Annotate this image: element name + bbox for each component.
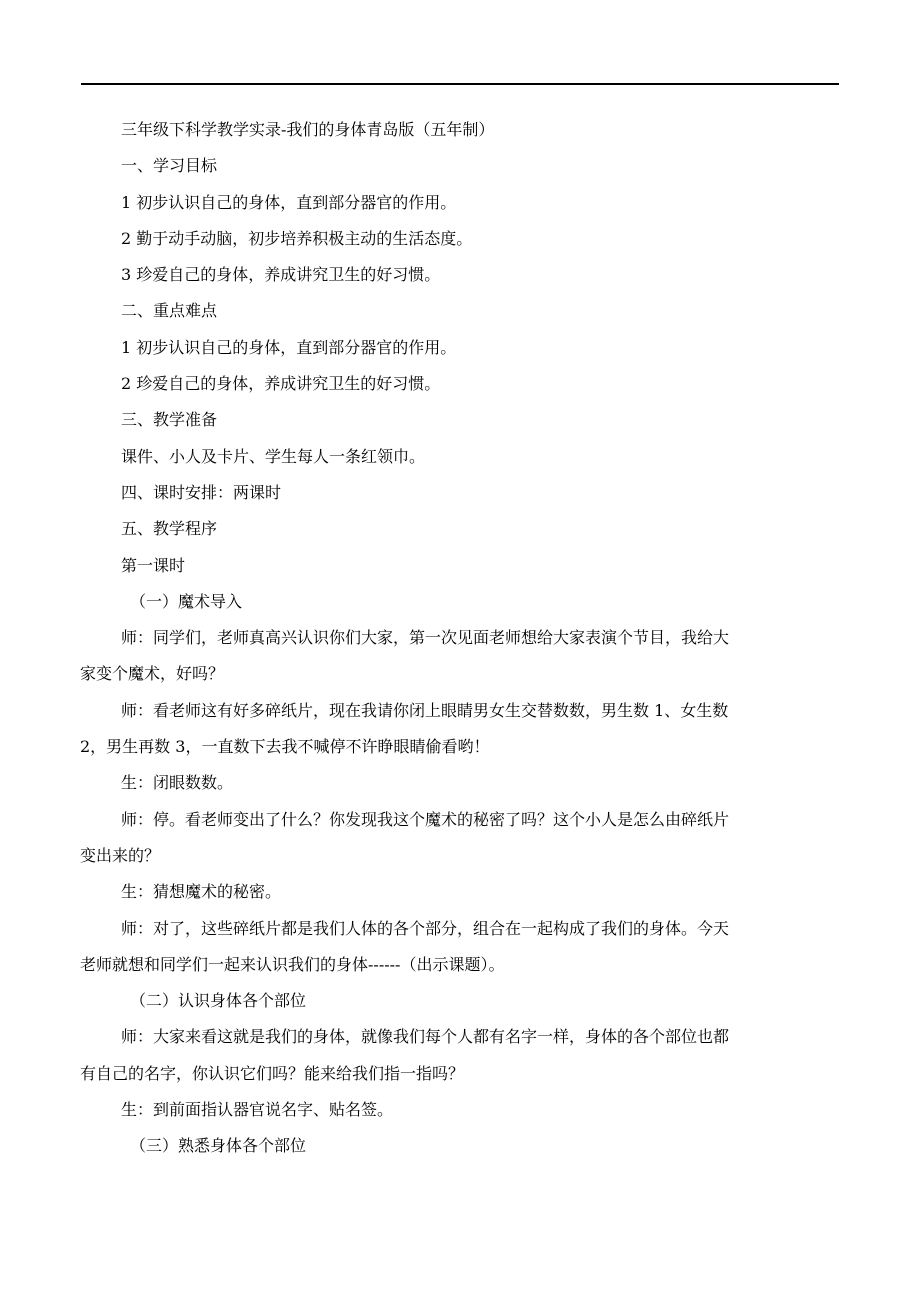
paragraph-line: 师：大家来看这就是我们的身体，就像我们每个人都有名字一样，身体的各个部位也都 bbox=[121, 1027, 730, 1047]
goal-item: 1 初步认识自己的身体，直到部分器官的作用。 bbox=[121, 192, 457, 212]
paragraph-line: 生：猜想魔术的秘密。 bbox=[121, 882, 282, 902]
paragraph-line: 生：闭眼数数。 bbox=[121, 773, 234, 793]
paragraph-line: 家变个魔术，好吗？ bbox=[80, 664, 225, 684]
paragraph-line: 变出来的？ bbox=[80, 845, 161, 865]
goal-item: 3 珍爱自己的身体，养成讲究卫生的好习惯。 bbox=[121, 265, 441, 285]
paragraph-line: 师：对了，这些碎纸片都是我们人体的各个部分，组合在一起构成了我们的身体。今天 bbox=[121, 918, 730, 938]
paragraph-line: 师：停。看老师变出了什么？你发现我这个魔术的秘密了吗？这个小人是怎么由碎纸片 bbox=[121, 809, 730, 829]
section-heading-schedule: 四、课时安排：两课时 bbox=[121, 482, 282, 502]
paragraph-line: 2，男生再数 3，一直数下去我不喊停不许睁眼睛偷看哟！ bbox=[80, 737, 490, 757]
section-heading-key-points: 二、重点难点 bbox=[121, 301, 218, 321]
part-heading-recognize: （二）认识身体各个部位 bbox=[130, 991, 307, 1011]
key-point-item: 1 初步认识自己的身体，直到部分器官的作用。 bbox=[121, 337, 457, 357]
lesson-heading: 第一课时 bbox=[121, 555, 186, 575]
part-heading-magic: （一）魔术导入 bbox=[130, 591, 243, 611]
document-title: 三年级下科学教学实录-我们的身体青岛版（五年制） bbox=[121, 120, 495, 139]
section-heading-preparation: 三、教学准备 bbox=[121, 410, 218, 430]
document-body bbox=[80, 116, 833, 1169]
paragraph-line: 有自己的名字，你认识它们吗？能来给我们指一指吗？ bbox=[80, 1063, 465, 1083]
preparation-text: 课件、小人及卡片、学生每人一条红领巾。 bbox=[121, 446, 426, 466]
section-heading-procedure: 五、教学程序 bbox=[121, 519, 218, 539]
paragraph-line: 老师就想和同学们一起来认识我们的身体------（出示课题）。 bbox=[80, 954, 505, 974]
goal-item: 2 勤于动手动脑，初步培养积极主动的生活态度。 bbox=[121, 228, 473, 248]
paragraph-line: 师：看老师这有好多碎纸片，现在我请你闭上眼睛男女生交替数数，男生数 1、女生数 bbox=[121, 700, 729, 720]
section-heading-goals: 一、学习目标 bbox=[121, 156, 218, 176]
header-rule bbox=[81, 83, 839, 85]
key-point-item: 2 珍爱自己的身体，养成讲究卫生的好习惯。 bbox=[121, 374, 441, 394]
paragraph-line: 生：到前面指认器官说名字、贴名签。 bbox=[121, 1100, 394, 1120]
paragraph-line: 师：同学们，老师真高兴认识你们大家，第一次见面老师想给大家表演个节目，我给大 bbox=[121, 628, 730, 648]
part-heading-familiarize: （三）熟悉身体各个部位 bbox=[130, 1136, 307, 1156]
